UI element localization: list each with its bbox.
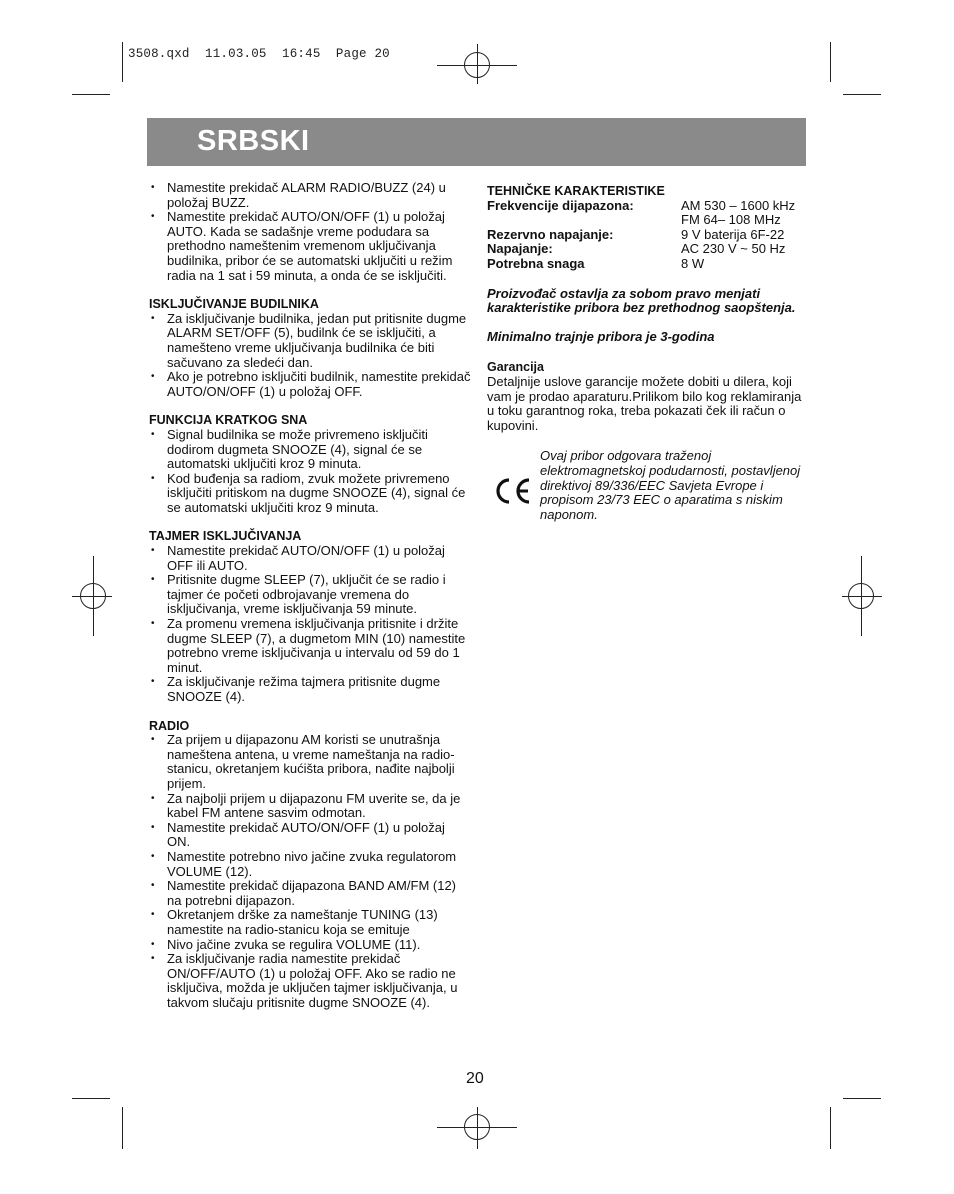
list-item: • Pritisnite dugme SLEEP (7), uključit će se radio i tajmer će početi odbrojavanje vremena do isključivanja, vreme isključivanja 59 minute. (149, 573, 471, 617)
section-snooze (149, 413, 471, 515)
ce-compliance (487, 449, 812, 529)
list-item: • Namestite potrebno nivo jačine zvuka regulatorom VOLUME (12). (149, 850, 471, 879)
specs-heading: TEHNIČKE KARAKTERISTIKE (487, 184, 665, 198)
spec-value: FM 64– 108 MHz (681, 212, 781, 228)
warranty-heading: Garancija (487, 360, 544, 375)
section-heading: FUNKCIJA KRATKOG SNA (149, 413, 308, 428)
list-item: • Namestite prekidač ALARM RADIO/BUZZ (24) u položaj BUZZ. (149, 181, 471, 210)
language-header (147, 118, 806, 166)
list-item: • Za isključivanje budilnika, jedan put pritisnite dugme ALARM SET/OFF (5), budilnk će se isključiti, a namešteno vreme uključivanja budilnika će biti sačuvano za sledeći dan. (149, 312, 471, 370)
list-item: • Kod buđenja sa radiom, zvuk možete privremeno isključiti pritiskom na dugme SNOOZE (4), signal će se automatski uključiti kroz 9 minuta. (149, 472, 471, 516)
spec-row (487, 228, 812, 243)
page-title: SRBSKI (197, 125, 310, 157)
print-slug: 3508.qxd 11.03.05 16:45 Page 20 (128, 47, 390, 61)
section-sleep-timer (149, 529, 471, 704)
manufacturer-note: Proizvođač ostavlja za sobom pravo menjati karakteristike pribora bez prethodnog saopštenja. (487, 285, 796, 316)
right-column (487, 184, 812, 529)
section-heading: ISKLJUČIVANJE BUDILNIKA (149, 297, 319, 312)
list-item: • Namestite prekidač AUTO/ON/OFF (1) u položaj AUTO. Kada se sadašnje vreme podudara sa prethodno nameštenim vremenom uključivanja budilnika, pribor će se automatski uključiti u režim radia na 1 sat i 59 minuta, a onda će se isključiti. (149, 210, 471, 283)
spec-label: Napajanje: (487, 241, 553, 257)
list-item: • Okretanjem drške za nameštanje TUNING (13) namestite na radio-stanicu koja se emituje (149, 908, 471, 937)
lifetime-note: Minimalno trajnje pribora je 3-godina (487, 328, 715, 344)
list-item: • Za promenu vremena isključivanja pritisnite i držite dugme SLEEP (7), a dugmetom MIN (10) namestite potrebno vreme isključivanja u intervalu od 59 do 1 minut. (149, 617, 471, 675)
spec-value: 8 W (681, 255, 705, 271)
section-radio (149, 719, 471, 1011)
list-item: • Namestite prekidač AUTO/ON/OFF (1) u položaj OFF ili AUTO. (149, 544, 471, 573)
spec-label (487, 213, 681, 228)
list-item: • Namestite prekidač dijapazona BAND AM/FM (12) na potrebni dijapazon. (149, 879, 471, 908)
list-item: • Ako je potrebno isključiti budilnik, namestite prekidač AUTO/ON/OFF (1) u položaj OFF. (149, 370, 471, 399)
left-column (149, 181, 471, 1010)
specs-table (487, 199, 812, 272)
list-item: • Namestite prekidač AUTO/ON/OFF (1) u položaj ON. (149, 821, 471, 850)
section-alarm-off (149, 297, 471, 399)
list-item: • Signal budilnika se može privremeno isključiti dodirom dugmeta SNOOZE (4), signal će se automatski uključiti kroz 9 minuta. (149, 428, 471, 472)
spec-label: Rezervno napajanje: (487, 226, 614, 242)
spec-label: Frekvencije dijapazona: (487, 197, 634, 213)
list-item: • Nivo jačine zvuka se regulira VOLUME (11). (149, 938, 471, 953)
list-item: • Za najbolji prijem u dijapazonu FM uverite se, da je kabel FM antene sasvim odmotan. (149, 792, 471, 821)
section-heading: TAJMER ISKLJUČIVANJA (149, 529, 302, 544)
page-number: 20 (466, 1070, 484, 1087)
ce-text: Ovaj pribor odgovara traženoj elektromagnetskoj podudarnosti, postavljenoj direktivoj 89/336/EEC Savjeta Evrope i propisom 23/73 EEC o aparatima s niskim naponom. (540, 448, 801, 522)
section-heading: RADIO (149, 718, 190, 733)
warranty-text: Detaljnije uslove garancije možete dobiti u dilera, koji vam je prodao aparaturu.Prilikom bilo kog reklamiranja u toku garantnog roka, treba pokazati ček ili račun o kupovini. (487, 373, 802, 433)
section-alarm-buzz (149, 181, 471, 283)
spec-row (487, 213, 812, 228)
ce-mark-icon (493, 477, 533, 505)
spec-value: AM 530 – 1600 kHz (681, 197, 796, 213)
spec-row (487, 257, 812, 272)
spec-value: AC 230 V ~ 50 Hz (681, 241, 786, 257)
list-item: • Za isključivanje radia namestite prekidač ON/OFF/AUTO (1) u položaj OFF. Ako se radio ne isključiva, možda je uključen tajmer isključivanja, u takvom slučaju pritisnite dugme SNOOZE (4). (149, 952, 471, 1010)
list-item: • Za prijem u dijapazonu AM koristi se unutrašnja nameštena antena, u vreme nameštanja na radio-stanicu, okretanjem kućišta pribora, nađite najbolji prijem. (149, 733, 471, 791)
spec-row (487, 242, 812, 257)
spec-row (487, 199, 812, 214)
list-item: • Za isključivanje režima tajmera pritisnite dugme SNOOZE (4). (149, 675, 471, 704)
spec-value: 9 V baterija 6F-22 (681, 226, 785, 242)
spec-label: Potrebna snaga (487, 255, 585, 271)
